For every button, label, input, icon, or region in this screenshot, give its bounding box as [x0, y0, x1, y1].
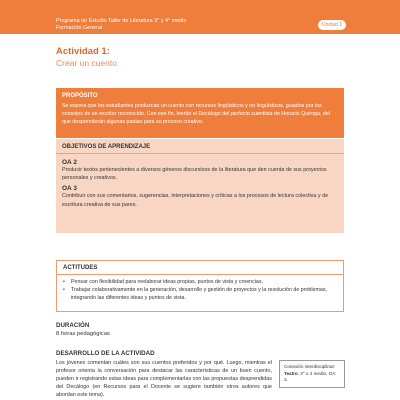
- objectives-divider: [56, 153, 344, 154]
- program-title: [56, 18, 186, 32]
- objectives-card: [56, 139, 344, 233]
- attitudes-divider: [57, 274, 343, 275]
- oa-label: OA 2: [62, 159, 77, 166]
- activity-subtitle: Crear un cuento: [56, 58, 117, 68]
- attitudes-list: [63, 278, 337, 303]
- development-text: Los jóvenes comentan cuáles son sus cuentos preferidos y por qué. Luego, mientras el profesor orienta la conversación para destacar las características de un buen cuento, pueden ir registrando estas ideas para complementarlas con las propuestas desprendidas del Decálogo (en Recursos para el Docente se sugiere también otros autores que abordan este tema).: [56, 360, 272, 398]
- connection-label: Conexión interdisciplinar:: [284, 364, 336, 369]
- program-line-2: Formación General: [56, 25, 103, 31]
- purpose-card: [56, 88, 344, 138]
- purpose-text-emphasis: perfecto cuentista: [230, 111, 273, 118]
- oa-label: OA 3: [62, 185, 77, 193]
- interdisciplinary-connection-box: [279, 360, 345, 388]
- purpose-text-post: de Horacio Quiroga, del que desprenderán algunas pautas para su proceso creativo.: [62, 111, 330, 126]
- attitudes-card: [56, 260, 344, 312]
- duration-heading: DURACIÓN: [56, 322, 90, 329]
- purpose-text: [62, 102, 338, 127]
- activity-title: Actividad 1:: [56, 46, 110, 57]
- unit-badge: Unidad 1: [318, 20, 346, 30]
- oa-text: Producir textos pertenecientes a diversos géneros discursivos de la literatura que den cuenta de sus proyectos personales y creativos.: [62, 167, 327, 182]
- header-band: [0, 0, 400, 34]
- attitudes-heading: ACTITUDES: [63, 265, 98, 271]
- purpose-heading: PROPÓSITO: [62, 93, 98, 99]
- purpose-text-pre: Se espera que los estudiantes produzcan un cuento con recursos lingüísticos y no lingüísticos, guiados por los consejos de un escritor reconocido. Con ese fin, leerán el Decálogo del: [62, 103, 322, 118]
- attitude-item: • Trabajar colaborativamente en la generación, desarrollo y gestión de proyectos y la resolución de problemas, integrando las diferentes ideas y puntos de vista.: [63, 286, 337, 302]
- program-line-1: Programa de Estudio Taller de Literatura 3° y 4° medio: [56, 18, 187, 24]
- objectives-heading: OBJETIVOS DE APRENDIZAJE: [62, 144, 151, 150]
- attitude-item: • Pensar con flexibilidad para reelaborar ideas propias, puntos de vista y creencias.: [63, 278, 337, 286]
- development-heading: DESARROLLO DE LA ACTIVIDAD: [56, 350, 155, 357]
- connection-rest: , 3° o 4 medio, OA 3.: [284, 370, 336, 382]
- oa-text: Contribuir con sus comentarios, sugerencias, interpretaciones y críticas a los procesos de lectura colectiva y de escritura creativa de sus pares.: [62, 193, 329, 208]
- connection-subject: Teatro: [284, 370, 298, 376]
- duration-value: 8 horas pedagógicas: [56, 331, 110, 337]
- connection-detail: [284, 371, 340, 384]
